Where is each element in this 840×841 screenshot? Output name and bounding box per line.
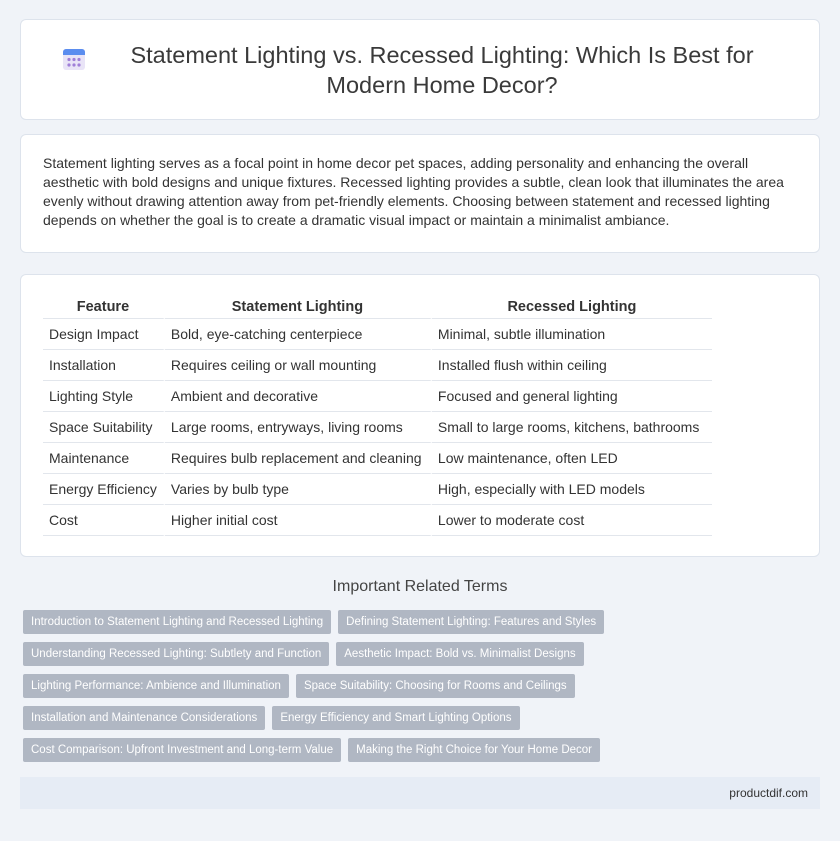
statement-cell: Bold, eye-catching centerpiece xyxy=(165,319,432,350)
recessed-cell: Focused and general lighting xyxy=(432,381,712,412)
footer xyxy=(20,777,820,809)
feature-cell: Installation xyxy=(43,350,165,381)
statement-cell: Large rooms, entryways, living rooms xyxy=(165,412,432,443)
comparison-card xyxy=(20,274,820,557)
table-row xyxy=(43,381,712,412)
recessed-cell: Installed flush within ceiling xyxy=(432,350,712,381)
related-term-tag[interactable]: Installation and Maintenance Considerations xyxy=(23,706,265,730)
recessed-cell: Lower to moderate cost xyxy=(432,505,712,536)
related-term-tag[interactable]: Making the Right Choice for Your Home Decor xyxy=(348,738,600,762)
term-row xyxy=(23,642,823,666)
term-row xyxy=(23,738,823,762)
feature-cell: Space Suitability xyxy=(43,412,165,443)
feature-cell: Lighting Style xyxy=(43,381,165,412)
table-row xyxy=(43,412,712,443)
title-wrap xyxy=(61,40,779,100)
related-term-tag[interactable]: Aesthetic Impact: Bold vs. Minimalist Designs xyxy=(336,642,583,666)
recessed-cell: Minimal, subtle illumination xyxy=(432,319,712,350)
related-term-tag[interactable]: Space Suitability: Choosing for Rooms and Ceilings xyxy=(296,674,575,698)
term-row xyxy=(23,674,823,698)
feature-cell: Cost xyxy=(43,505,165,536)
intro-paragraph: Statement lighting serves as a focal point in home decor pet spaces, adding personality and enhancing the overall aesthetic with bold designs and unique fixtures. Recessed lighting provides a subtle, clean look that illuminates the area evenly without drawing attention away from pet-friendly elements. Choosing between statement and recessed lighting depends on whether the goal is to create a dramatic visual impact or maintain a minimalist ambiance. xyxy=(43,155,784,228)
title-card xyxy=(20,19,820,120)
table-row xyxy=(43,505,712,536)
recessed-cell: High, especially with LED models xyxy=(432,474,712,505)
related-term-tag[interactable]: Defining Statement Lighting: Features and Styles xyxy=(338,610,604,634)
table-row xyxy=(43,350,712,381)
term-row xyxy=(23,610,823,634)
intro-card xyxy=(20,134,820,253)
comparison-table xyxy=(43,295,712,536)
table-row xyxy=(43,443,712,474)
table-row xyxy=(43,319,712,350)
feature-cell: Energy Efficiency xyxy=(43,474,165,505)
related-terms xyxy=(23,610,823,770)
statement-cell: Requires bulb replacement and cleaning xyxy=(165,443,432,474)
related-term-tag[interactable]: Cost Comparison: Upfront Investment and Long-term Value xyxy=(23,738,341,762)
related-terms-heading: Important Related Terms xyxy=(332,578,508,595)
feature-cell: Maintenance xyxy=(43,443,165,474)
header-feature: Feature xyxy=(43,295,165,319)
header-statement: Statement Lighting xyxy=(165,295,432,319)
related-term-tag[interactable]: Lighting Performance: Ambience and Illumination xyxy=(23,674,289,698)
recessed-cell: Small to large rooms, kitchens, bathrooms xyxy=(432,412,712,443)
table-header-row xyxy=(43,295,712,319)
term-row xyxy=(23,706,823,730)
table-row xyxy=(43,474,712,505)
calendar-icon xyxy=(61,46,87,72)
footer-site[interactable]: productdif.com xyxy=(729,786,808,800)
page-title: Statement Lighting vs. Recessed Lighting: Which Is Best for Modern Home Decor? xyxy=(130,41,754,98)
statement-cell: Varies by bulb type xyxy=(165,474,432,505)
statement-cell: Higher initial cost xyxy=(165,505,432,536)
recessed-cell: Low maintenance, often LED xyxy=(432,443,712,474)
header-recessed: Recessed Lighting xyxy=(432,295,712,319)
related-term-tag[interactable]: Understanding Recessed Lighting: Subtlety and Function xyxy=(23,642,329,666)
related-term-tag[interactable]: Energy Efficiency and Smart Lighting Options xyxy=(272,706,519,730)
related-term-tag[interactable]: Introduction to Statement Lighting and Recessed Lighting xyxy=(23,610,331,634)
statement-cell: Ambient and decorative xyxy=(165,381,432,412)
feature-cell: Design Impact xyxy=(43,319,165,350)
statement-cell: Requires ceiling or wall mounting xyxy=(165,350,432,381)
